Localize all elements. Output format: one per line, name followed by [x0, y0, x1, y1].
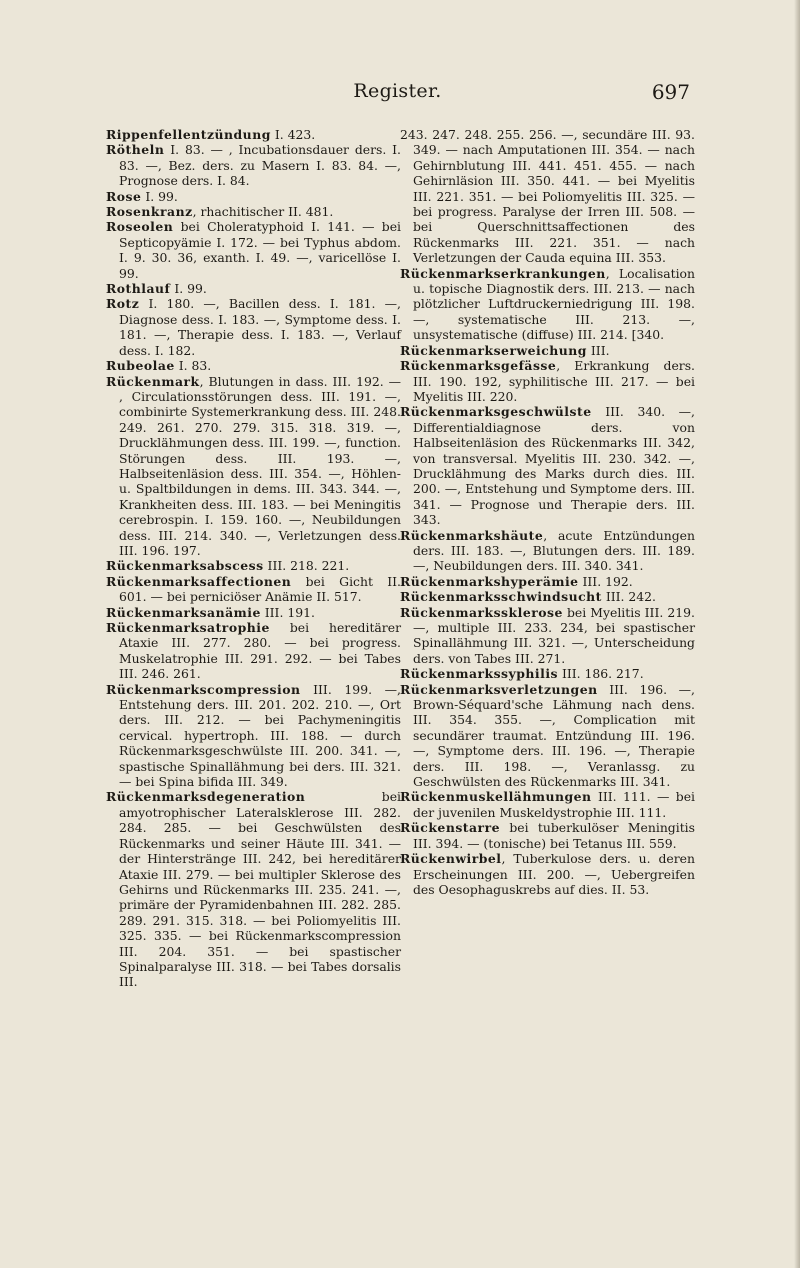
entry-headword: Rückenmarksgeschwülste	[400, 404, 592, 420]
entry-references: bei Myelitis III. 219. —, multiple III. 233. 234, bei spastischer Spinallähmung III. 321. —, Unterscheidung ders. von Tabes III. 271.	[413, 604, 695, 666]
page-header	[105, 80, 690, 108]
entry-headword: Rückenmarksanämie	[106, 604, 261, 620]
index-entry	[106, 373, 401, 559]
entry-references: , Tuberkulose ders. u. deren Erscheinungen III. 200. —, Uebergreifen des Oesophaguskrebs auf dies. II. 53.	[413, 851, 695, 897]
entry-headword: Roseolen	[106, 219, 174, 235]
index-entry	[400, 604, 695, 667]
index-entry	[400, 573, 695, 589]
entry-references: bei Choleratyphoid I. 141. — bei Septicopyämie I. 172. — bei Typhus abdom. I. 9. 30. 36, exanth. I. 49. —, varicellöse I. 99.	[119, 219, 401, 281]
entry-references: III. 192.	[578, 573, 633, 589]
entry-references: bei hereditärer Ataxie III. 277. 280. — bei progress. Muskelatrophie III. 291. 292. — bei Tabes III. 246. 261.	[119, 620, 401, 682]
index-entry	[106, 204, 401, 220]
index-entry	[400, 681, 695, 790]
index-entry	[106, 573, 401, 605]
index-entry	[106, 358, 401, 374]
index-column-left	[106, 127, 401, 990]
entry-references: III. 218. 221.	[263, 558, 350, 574]
entry-headword: Rückenwirbel	[400, 851, 502, 867]
index-entry	[106, 681, 401, 790]
entry-references: III.	[586, 342, 610, 358]
entry-headword: Rubeolae	[106, 358, 175, 374]
index-entry	[106, 142, 401, 189]
entry-references: bei Gicht II. 601. — bei perniciöser Anämie II. 517.	[119, 573, 401, 605]
index-entry	[400, 265, 695, 343]
entry-headword: Rippenfellentzündung	[106, 127, 271, 142]
entry-headword: Rückenmarkshäute	[400, 527, 544, 543]
entry-references: III. 242.	[601, 589, 656, 605]
entry-references: bei amyotrophischer Lateralsklerose III. 282. 284. 285. — bei Geschwülsten des Rückenmarks und seiner Häute III. 341. — der Hinterstränge III. 242, bei hereditärer Ataxie III. 279. — bei multipler Sklerose des Gehirns und Rückenmarks III. 235. 241. —, primäre der Pyramidenbahnen III. 282. 285. 289. 291. 315. 318. — bei Poliomyelitis III. 325. 335. — bei Rückenmarkscompression III. 204. 351. — bei spastischer Spinalparalyse III. 318. — bei Tabes dorsalis III.	[119, 789, 401, 990]
entry-references: 243. 247. 248. 255. 256. —, secundäre III. 93. 349. — nach Amputationen III. 354. — nach Gehirnblutung III. 441. 451. 455. — nach Gehirnläsion III. 350. 441. — bei Myelitis III. 221. 351. — bei Poliomyelitis III. 325. — bei progress. Paralyse der Irren III. 508. — bei Querschnittsaffectionen des Rückenmarks III. 221. 351. — nach Verletzungen der Cauda equina III. 353.	[400, 127, 695, 266]
entry-headword: Rückenmarkssyphilis	[400, 666, 559, 682]
index-entry	[400, 666, 695, 682]
index-entry	[400, 589, 695, 605]
index-entry	[106, 620, 401, 682]
entry-headword: Rückenstarre	[400, 820, 500, 836]
entry-headword: Rötheln	[106, 142, 165, 158]
entry-headword: Rückenmuskellähmungen	[400, 789, 592, 805]
index-entry	[400, 851, 695, 897]
index-entry	[400, 358, 695, 404]
index-entry	[400, 527, 695, 574]
entry-headword: Rückenmarksaffectionen	[106, 573, 292, 589]
entry-headword: Rückenmarkserweichung	[400, 342, 587, 358]
entry-headword: Rückenmarksatrophie	[106, 620, 270, 635]
entry-headword: Rückenmarksgefässe	[400, 358, 557, 374]
index-entry	[106, 558, 401, 574]
entry-references: , rhachitischer II. 481.	[192, 204, 334, 220]
entry-references: I. 423.	[270, 127, 316, 142]
page-edge-shadow	[794, 0, 800, 1268]
entry-references: III. 191.	[260, 604, 315, 620]
entry-headword: Rückenmarksabscess	[106, 558, 264, 574]
entry-references: I. 180. —, Bacillen dess. I. 181. —, Diagnose dess. I. 183. —, Symptome dess. I. 181. —, Therapie dess. I. 183. —, Verlauf dess. I. 182.	[119, 296, 401, 358]
index-entry	[106, 296, 401, 358]
index-entry	[106, 188, 401, 204]
index-entry	[106, 127, 401, 142]
entry-references: I. 99.	[170, 281, 207, 297]
entry-headword: Rückenmarkserkrankungen	[400, 265, 606, 281]
entry-headword: Rückenmarksdegeneration	[106, 789, 306, 805]
entry-references: bei tuberkulöser Meningitis III. 394. — (tonische) bei Tetanus III. 559.	[413, 820, 695, 851]
entry-headword: Rosenkranz	[106, 204, 193, 220]
index-entry	[400, 342, 695, 358]
index-entry	[400, 789, 695, 820]
entry-references: I. 83.	[174, 358, 212, 374]
entry-headword: Rückenmarksverletzungen	[400, 681, 598, 697]
entry-references: , Erkrankung ders. III. 190. 192, syphilitische III. 217. — bei Myelitis III. 220.	[413, 358, 695, 404]
index-entry	[106, 219, 401, 281]
entry-references: III. 196. —, Brown-Séquard'sche Lähmung nach dens. III. 354. 355. —, Complication mit secundärer traumat. Entzündung III. 196. —, Symptome ders. III. 196. —, Therapie ders. III. 198. —, Veranlassg. zu Geschwülsten des Rückenmarks III. 341.	[413, 681, 695, 790]
index-column-right	[400, 127, 695, 897]
entry-headword: Rückenmarkscompression	[106, 681, 301, 697]
entry-references: III. 186. 217.	[558, 666, 644, 682]
index-entry	[106, 281, 401, 297]
page-number: 697	[651, 80, 690, 104]
entry-references: , acute Entzündungen ders. III. 183. —, Blutungen ders. III. 189. —, Neubildungen ders. III. 340. 341.	[413, 527, 695, 574]
index-entry	[400, 404, 695, 528]
entry-headword: Rothlauf	[106, 281, 171, 297]
entry-references: I. 99.	[141, 188, 178, 204]
entry-headword: Rotz	[106, 296, 140, 312]
entry-headword: Rückenmark	[106, 373, 200, 389]
entry-headword: Rückenmarkshyperämie	[400, 573, 579, 589]
entry-headword: Rückenmarkssklerose	[400, 604, 563, 620]
running-title: Register.	[353, 80, 442, 102]
entry-references: III. 340. —, Differentialdiagnose ders. von Halbseitenläsion des Rückenmarks III. 342, von transversal. Myelitis III. 230. 342. —, Drucklähmung des Marks durch dies. III. 200. —, Entstehung und Symptome ders. III. 341. — Prognose und Therapie ders. III. 343.	[413, 404, 695, 528]
index-entry	[106, 604, 401, 620]
index-entry	[400, 127, 695, 266]
entry-references: I. 83. — , Incubationsdauer ders. I. 83. —, Bez. ders. zu Masern I. 83. 84. —, Prognose ders. I. 84.	[119, 142, 401, 189]
entry-headword: Rückenmarksschwindsucht	[400, 589, 602, 605]
entry-references: , Blutungen in dass. III. 192. — , Circulationsstörungen dess. III. 191. —, combinirte Systemerkrankung dess. III. 248. 249. 261. 270. 279. 315. 318. 319. —, Drucklähmungen dess. III. 199. —, function. Störungen dess. III. 193. —, Halbseitenläsion dess. III. 354. —, Höhlen- u. Spaltbildungen in dems. III. 343. 344. —, Krankheiten dess. III. 183. — bei Meningitis cerebrospin. I. 159. 160. —, Neubildungen dess. III. 214. 340. —, Verletzungen dess. III. 196. 197.	[119, 373, 401, 558]
entry-references: III. 111. — bei der juvenilen Muskeldystrophie III. 111.	[413, 789, 695, 820]
entry-headword: Rose	[106, 188, 142, 204]
index-entry	[106, 789, 401, 990]
index-entry	[400, 820, 695, 851]
entry-references: , Localisation u. topische Diagnostik ders. III. 213. — nach plötzlicher Luftdruckerniedrigung III. 198. —, systematische III. 213. —, unsystematische (diffuse) III. 214. [340.	[413, 265, 695, 343]
entry-references: III. 199. —, Entstehung ders. III. 201. 202. 210. —, Ort ders. III. 212. — bei Pachymeningitis cervical. hypertroph. III. 188. — durch Rückenmarksgeschwülste III. 200. 341. —, spastische Spinallähmung bei ders. III. 321. — bei Spina bifida III. 349.	[119, 681, 401, 790]
